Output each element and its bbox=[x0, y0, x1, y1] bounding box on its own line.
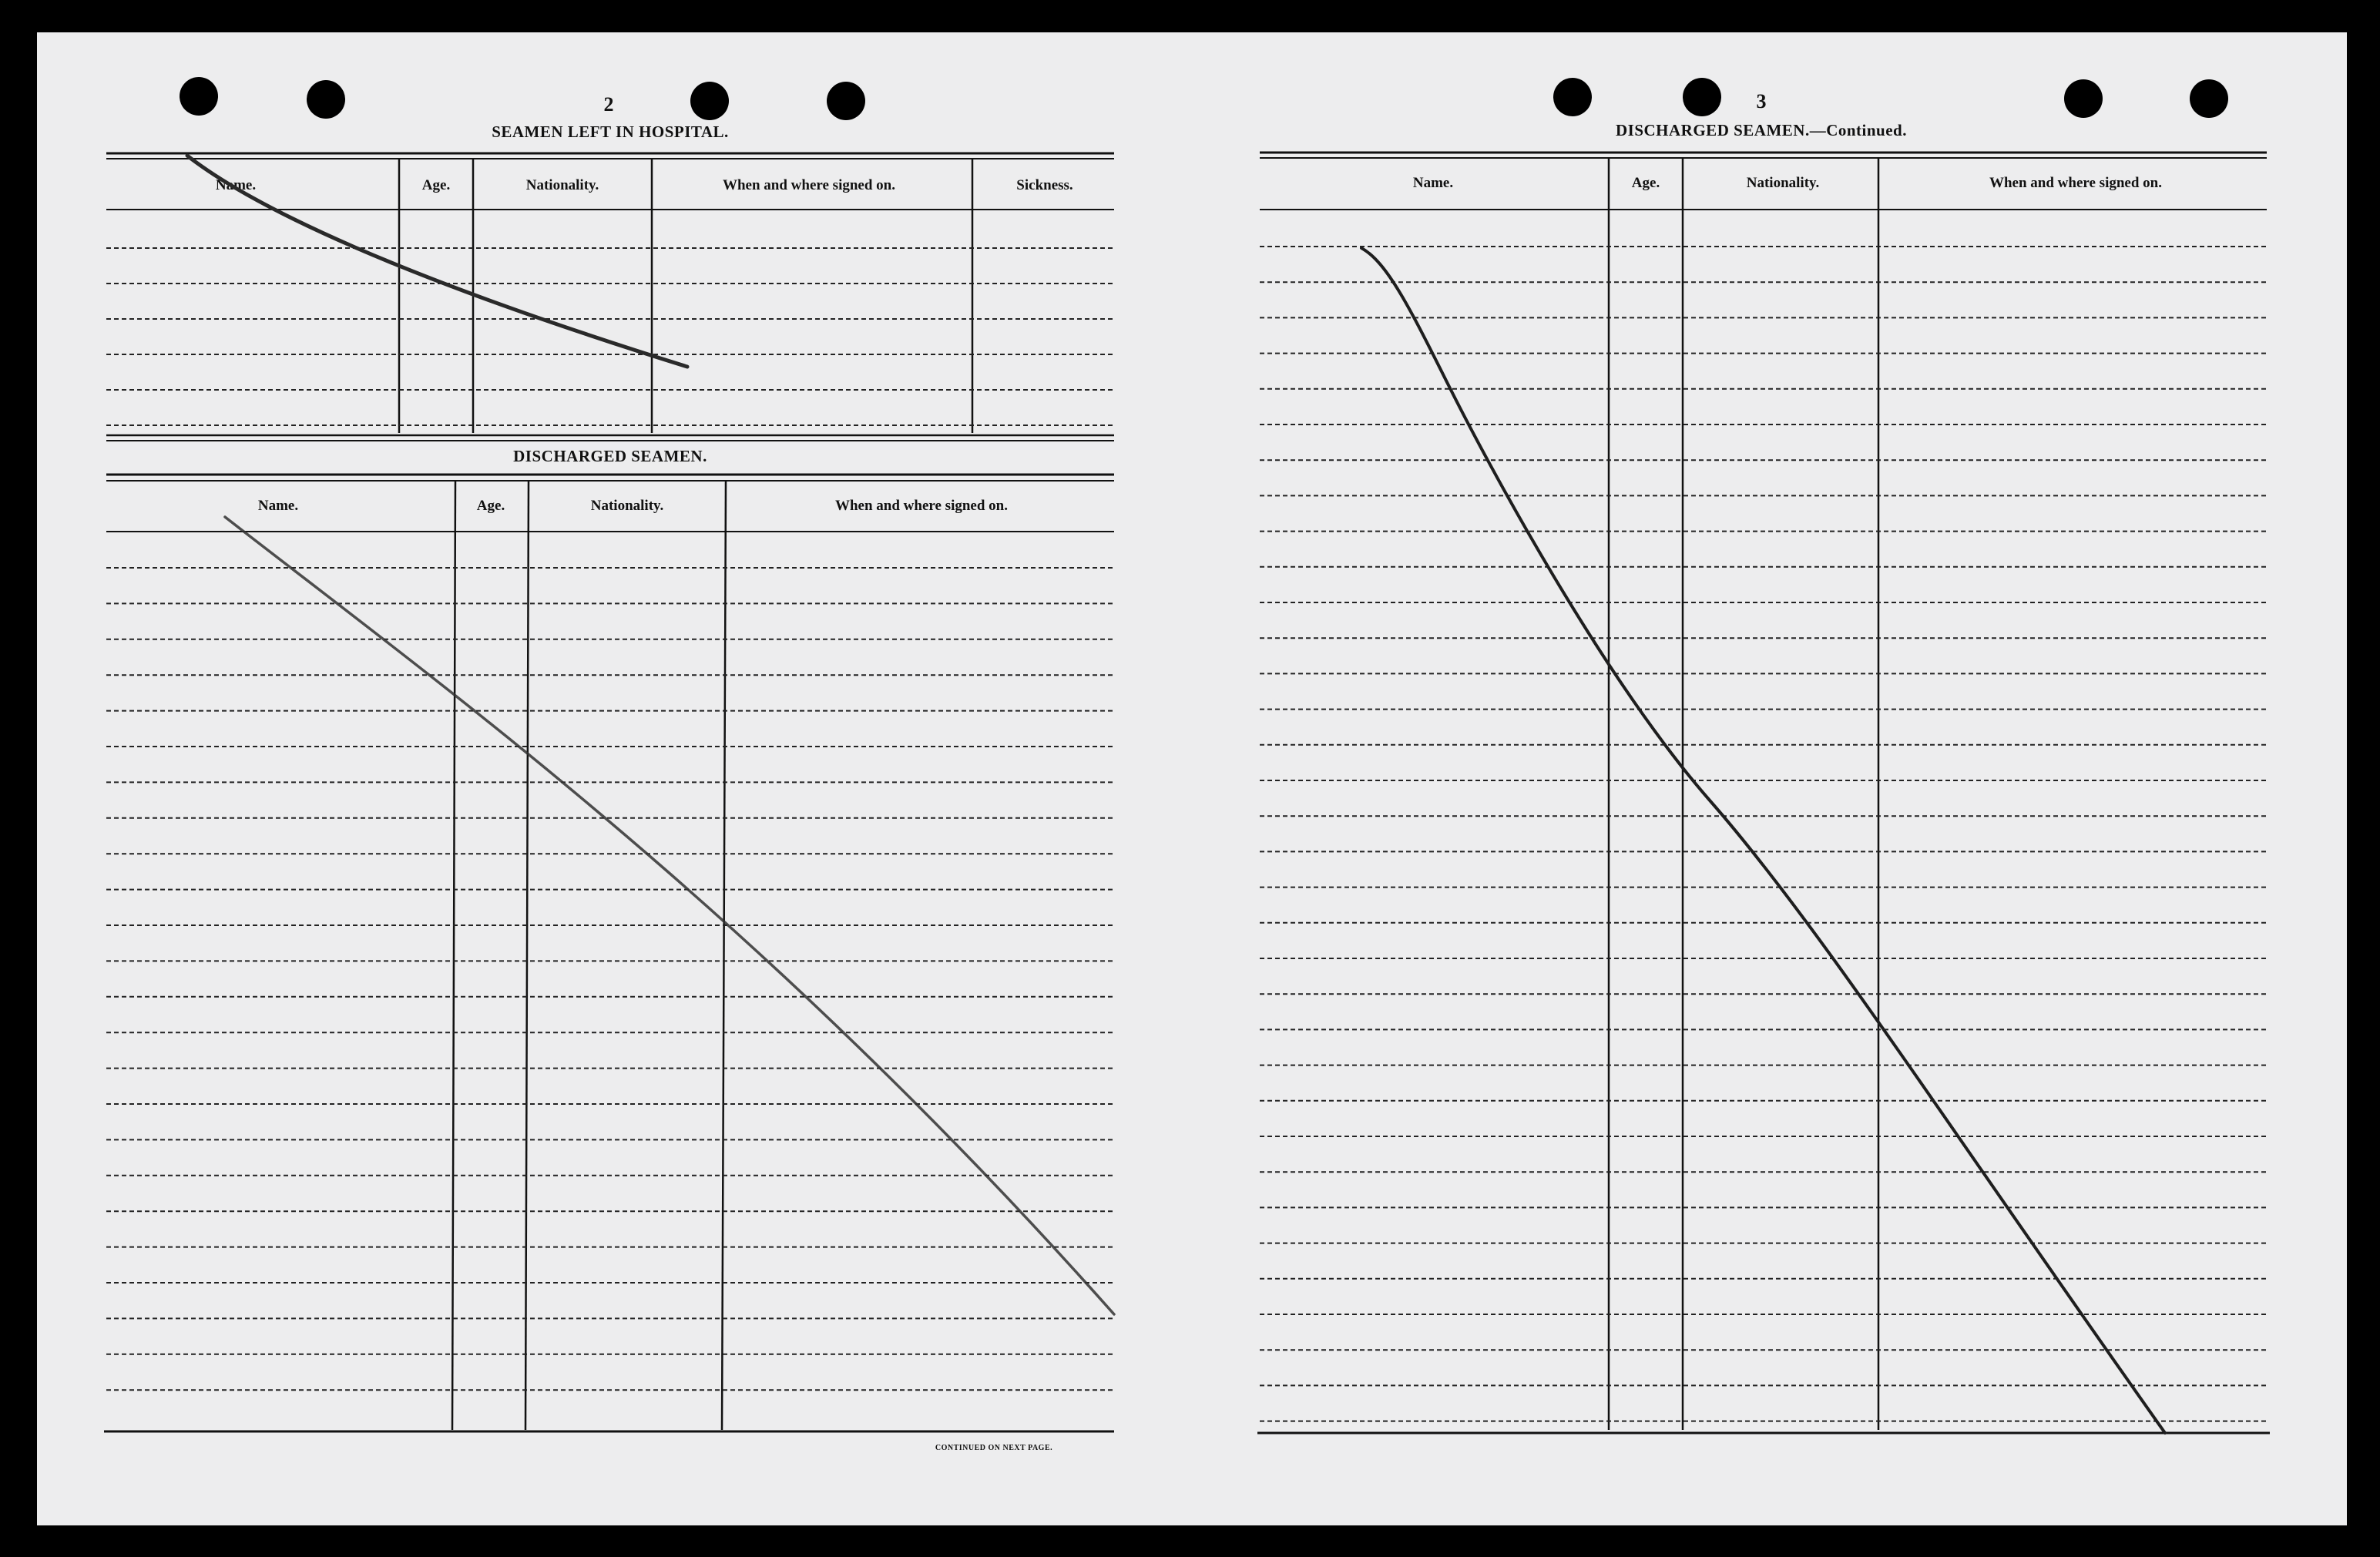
hospital-section-title: SEAMEN LEFT IN HOSPITAL. bbox=[492, 122, 729, 141]
punch-hole bbox=[690, 82, 729, 120]
punch-hole bbox=[827, 82, 865, 120]
discharged-continued-title: DISCHARGED SEAMEN.—Continued. bbox=[1616, 121, 1907, 139]
column-header-age: Age. bbox=[421, 177, 451, 193]
column-header-signed-on: When and where signed on. bbox=[1989, 175, 2163, 191]
page-number: 2 bbox=[603, 93, 614, 116]
punch-hole bbox=[2190, 79, 2228, 118]
punch-hole bbox=[2064, 79, 2103, 118]
punch-hole bbox=[1683, 78, 1721, 116]
punch-hole bbox=[307, 80, 345, 119]
continued-note: CONTINUED ON NEXT PAGE. bbox=[935, 1444, 1053, 1452]
discharged-section-title: DISCHARGED SEAMEN. bbox=[513, 447, 707, 465]
column-header-name: Name. bbox=[257, 498, 299, 514]
page-number: 3 bbox=[1756, 90, 1767, 112]
column-header-age: Age. bbox=[476, 498, 505, 514]
column-header-age: Age. bbox=[1631, 175, 1660, 191]
column-header-nationality: Nationality. bbox=[1746, 175, 1820, 191]
column-header-name: Name. bbox=[1412, 175, 1454, 191]
column-header-signed-on: When and where signed on. bbox=[722, 177, 896, 193]
punch-hole bbox=[180, 77, 218, 116]
punch-hole bbox=[1553, 78, 1592, 116]
column-header-nationality: Nationality. bbox=[525, 177, 599, 193]
column-header-sickness: Sickness. bbox=[1016, 177, 1073, 193]
column-header-signed-on: When and where signed on. bbox=[834, 498, 1009, 514]
paper-sheet bbox=[37, 32, 2347, 1525]
column-header-name: Name. bbox=[215, 177, 257, 193]
column-header-nationality: Nationality. bbox=[590, 498, 664, 514]
